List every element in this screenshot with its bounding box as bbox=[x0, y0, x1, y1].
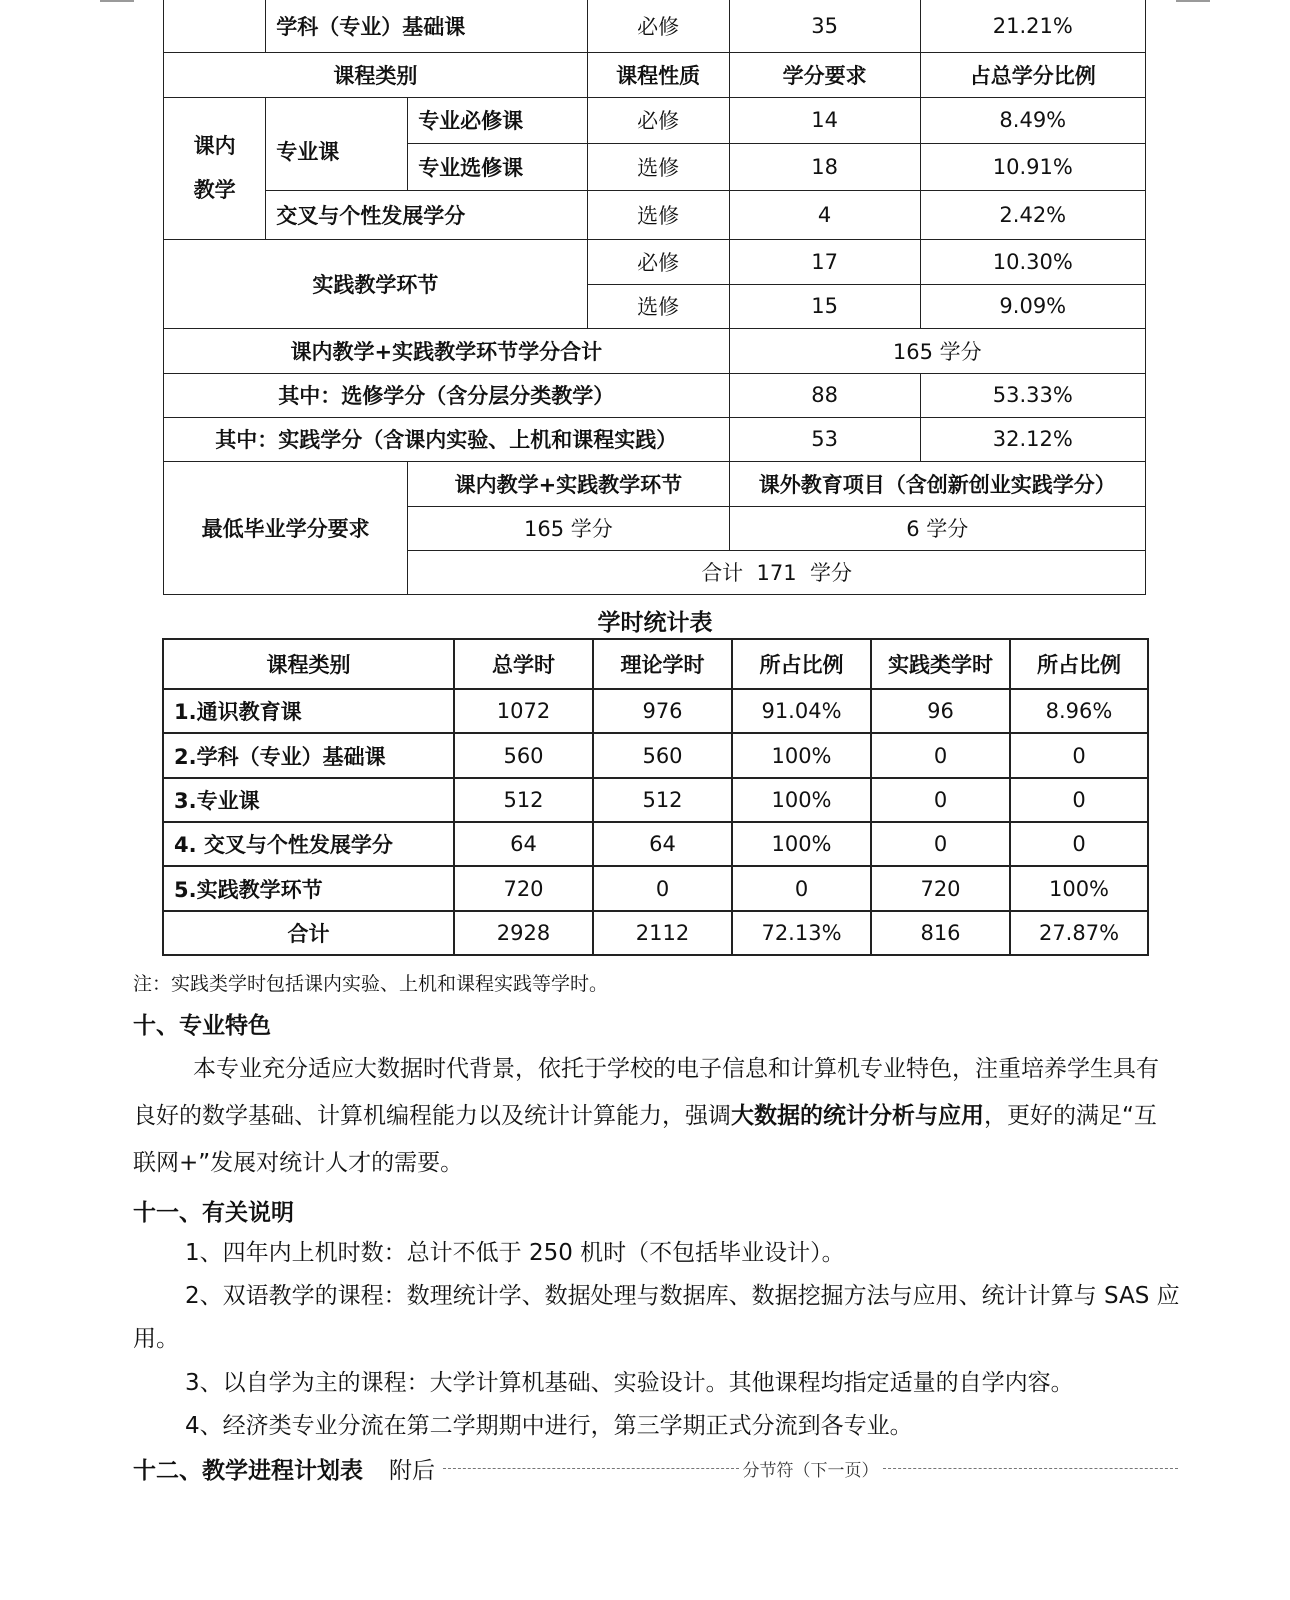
header-cell: 理论学时 bbox=[593, 639, 732, 689]
table-note: 注：实践类学时包括课内实验、上机和课程实践等学时。 bbox=[133, 973, 609, 995]
cell-percent: 21.21% bbox=[920, 0, 1145, 52]
table-cell: 0 bbox=[593, 866, 732, 911]
cell-cross: 交叉与个性发展学分 bbox=[266, 190, 587, 239]
page-corner-mark bbox=[100, 0, 134, 2]
table-row bbox=[164, 239, 1146, 284]
table-cell: 720 bbox=[454, 866, 593, 911]
cell-percent: 8.49% bbox=[920, 97, 1145, 143]
header-cell: 总学时 bbox=[454, 639, 593, 689]
table-cell: 720 bbox=[871, 866, 1010, 911]
table-cell: 1072 bbox=[454, 689, 593, 733]
table-cell: 100% bbox=[732, 778, 871, 822]
cell-percent: 10.30% bbox=[920, 239, 1145, 284]
cell-practice-total-label: 其中：实践学分（含课内实验、上机和课程实践） bbox=[164, 417, 730, 461]
section12-heading: 十二、教学进程计划表 bbox=[133, 1458, 363, 1484]
table-cell: 0 bbox=[871, 733, 1010, 778]
hours-table-title: 学时统计表 bbox=[597, 610, 713, 636]
table-cell: 100% bbox=[1010, 866, 1148, 911]
section12-row bbox=[133, 1452, 1178, 1485]
table-row bbox=[163, 911, 1148, 955]
table-row bbox=[163, 822, 1148, 866]
section11-heading: 十一、有关说明 bbox=[133, 1200, 294, 1226]
table-row bbox=[163, 866, 1148, 911]
cell-grad-sum: 合计 171 学分 bbox=[408, 550, 1146, 594]
cell-percent: 53.33% bbox=[920, 373, 1145, 417]
cell-major-course: 专业课 bbox=[266, 97, 408, 190]
table-cell: 0 bbox=[732, 866, 871, 911]
table-cell: 0 bbox=[1010, 778, 1148, 822]
cell-practice: 实践教学环节 bbox=[164, 239, 588, 328]
cell-percent: 32.12% bbox=[920, 417, 1145, 461]
table-row bbox=[164, 0, 1146, 52]
credits-table bbox=[163, 0, 1146, 595]
table-cell: 8.96% bbox=[1010, 689, 1148, 733]
page-corner-mark bbox=[1176, 0, 1210, 2]
table-cell: 976 bbox=[593, 689, 732, 733]
list-item: 3、以自学为主的课程：大学计算机基础、实验设计。其他课程均指定适量的自学内容。 bbox=[185, 1370, 1074, 1396]
hours-table bbox=[162, 638, 1149, 956]
table-row bbox=[164, 190, 1146, 239]
table-cell: 64 bbox=[593, 822, 732, 866]
cell-inclass-header: 课内教学+实践教学环节 bbox=[408, 461, 729, 506]
table-cell: 512 bbox=[454, 778, 593, 822]
table-cell: 560 bbox=[593, 733, 732, 778]
cell-percent: 9.09% bbox=[920, 284, 1145, 328]
cell-credits: 4 bbox=[729, 190, 920, 239]
table-row bbox=[164, 373, 1146, 417]
table-cell: 27.87% bbox=[1010, 911, 1148, 955]
row-label: 3.专业课 bbox=[163, 778, 454, 822]
header-cell: 实践类学时 bbox=[871, 639, 1010, 689]
header-category: 课程类别 bbox=[164, 52, 588, 97]
header-nature: 课程性质 bbox=[587, 52, 729, 97]
cell-percent: 10.91% bbox=[920, 143, 1145, 190]
table-cell: 100% bbox=[732, 822, 871, 866]
list-item: 1、四年内上机时数：总计不低于 250 机时（不包括毕业设计）。 bbox=[185, 1240, 845, 1266]
header-credits: 学分要求 bbox=[729, 52, 920, 97]
header-percent: 占总学分比例 bbox=[920, 52, 1145, 97]
cell-percent: 2.42% bbox=[920, 190, 1145, 239]
cell-credits: 15 bbox=[729, 284, 920, 328]
table-cell: 2112 bbox=[593, 911, 732, 955]
cell-credits: 35 bbox=[729, 0, 920, 52]
cell-nature: 选修 bbox=[587, 143, 729, 190]
section12-attach: 附后 bbox=[389, 1458, 435, 1484]
table-row bbox=[164, 328, 1146, 373]
header-cell: 课程类别 bbox=[163, 639, 454, 689]
table-row bbox=[163, 733, 1148, 778]
table-row bbox=[164, 417, 1146, 461]
cell-major-required: 专业必修课 bbox=[408, 97, 587, 143]
cell-major-elective: 专业选修课 bbox=[408, 143, 587, 190]
cell-nature: 必修 bbox=[587, 97, 729, 143]
cell-extra-value: 6 学分 bbox=[729, 506, 1145, 550]
row-label: 1.通识教育课 bbox=[163, 689, 454, 733]
table-cell: 0 bbox=[1010, 733, 1148, 778]
list-item: 4、经济类专业分流在第二学期期中进行，第三学期正式分流到各专业。 bbox=[185, 1413, 913, 1439]
cell-credits: 18 bbox=[729, 143, 920, 190]
table-cell: 96 bbox=[871, 689, 1010, 733]
header-cell: 所占比例 bbox=[732, 639, 871, 689]
row-label: 合计 bbox=[163, 911, 454, 955]
section10-heading: 十、专业特色 bbox=[133, 1013, 271, 1039]
table-cell: 72.13% bbox=[732, 911, 871, 955]
cell-category: 学科（专业）基础课 bbox=[266, 0, 587, 52]
table-cell: 2928 bbox=[454, 911, 593, 955]
section10-paragraph bbox=[133, 1046, 1178, 1187]
header-cell: 所占比例 bbox=[1010, 639, 1148, 689]
table-cell: 64 bbox=[454, 822, 593, 866]
cell-total-value: 165 学分 bbox=[729, 328, 1145, 373]
cell-nature: 选修 bbox=[587, 284, 729, 328]
cell-credits: 14 bbox=[729, 97, 920, 143]
table-cell: 512 bbox=[593, 778, 732, 822]
table-cell: 560 bbox=[454, 733, 593, 778]
cell-min-grad: 最低毕业学分要求 bbox=[164, 461, 408, 594]
cell-inclass-teaching bbox=[164, 97, 266, 239]
cell-inclass-value: 165 学分 bbox=[408, 506, 729, 550]
cell-credits: 53 bbox=[729, 417, 920, 461]
row-label: 2.学科（专业）基础课 bbox=[163, 733, 454, 778]
cell-elective-total-label: 其中：选修学分（含分层分类教学） bbox=[164, 373, 730, 417]
row-label: 4. 交叉与个性发展学分 bbox=[163, 822, 454, 866]
cell-nature: 必修 bbox=[587, 0, 729, 52]
table-row bbox=[164, 461, 1146, 506]
cell-nature: 必修 bbox=[587, 239, 729, 284]
table-cell: 100% bbox=[732, 733, 871, 778]
table-header-row bbox=[164, 52, 1146, 97]
table-cell: 0 bbox=[1010, 822, 1148, 866]
section10-text-1: 本专业充分适应大数据时代背景，依托于学校的电子信息和计算机专业特色，注重培养学生具有良好的数学基础、计算机编程能力以及统计计算能力，强调 bbox=[133, 1056, 1159, 1129]
inclass-label-line1: 课内 bbox=[193, 134, 236, 158]
cell-extra-header: 课外教育项目（含创新创业实践学分） bbox=[729, 461, 1145, 506]
list-item: 2、双语教学的课程：数理统计学、数据处理与数据库、数据挖掘方法与应用、统计计算与 SAS 应用。 bbox=[133, 1283, 1180, 1352]
cell-total-label: 课内教学+实践教学环节学分合计 bbox=[164, 328, 730, 373]
section-break-label: 分节符（下一页） bbox=[742, 1461, 879, 1481]
table-cell: 816 bbox=[871, 911, 1010, 955]
table-cell: 0 bbox=[871, 778, 1010, 822]
table-header-row bbox=[163, 639, 1148, 689]
cell-credits: 17 bbox=[729, 239, 920, 284]
table-cell: 0 bbox=[871, 822, 1010, 866]
inclass-label-line2: 教学 bbox=[193, 178, 236, 202]
section10-text-bold: 大数据的统计分析与应用 bbox=[731, 1103, 984, 1129]
cell-nature: 选修 bbox=[587, 190, 729, 239]
section-break-marker bbox=[443, 1456, 1178, 1481]
row-label: 5.实践教学环节 bbox=[163, 866, 454, 911]
table-row bbox=[164, 97, 1146, 143]
table-cell: 91.04% bbox=[732, 689, 871, 733]
table-row bbox=[163, 689, 1148, 733]
cell-credits: 88 bbox=[729, 373, 920, 417]
table-row bbox=[163, 778, 1148, 822]
section10-text-2: ，更好的满足“互联网+”发展对统计人才的需要。 bbox=[133, 1103, 1157, 1176]
